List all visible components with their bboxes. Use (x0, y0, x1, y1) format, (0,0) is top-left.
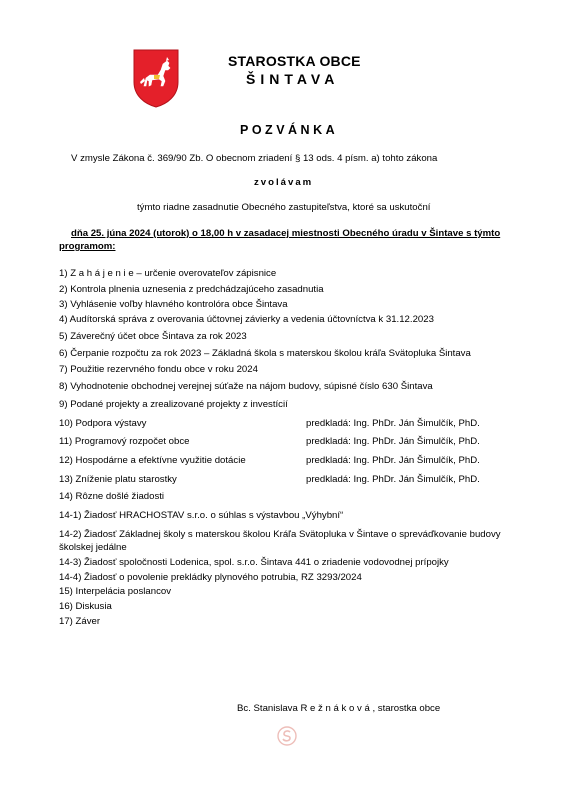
convene-text: zvolávam (254, 177, 314, 188)
coat-of-arms-icon (132, 48, 180, 108)
header-municipality: ŠINTAVA (246, 71, 340, 87)
signature: Bc. Stanislava R e ž n á k o v á , starostka obce (237, 703, 441, 714)
agenda-item: 2) Kontrola plnenia uznesenia z predchádzajúceho zasadnutia (59, 284, 324, 295)
agenda-item: 13) Zníženie platu starostky (59, 474, 177, 485)
agenda-item: 17) Záver (59, 616, 101, 627)
agenda-item: 6) Čerpanie rozpočtu za rok 2023 – Základná škola s materskou školou kráľa Svätopluka Šintava (59, 348, 471, 359)
agenda-item: 12) Hospodárne a efektívne využitie dotácie (59, 455, 246, 466)
agenda-presenter: predkladá: Ing. PhDr. Ján Šimulčík, PhD. (306, 474, 480, 485)
request-item: školskej jedálne (59, 542, 127, 553)
agenda-presenter: predkladá: Ing. PhDr. Ján Šimulčík, PhD. (306, 418, 480, 429)
agenda-item: 8) Vyhodnotenie obchodnej verejnej súťaže na nájom budovy, súpisné číslo 630 Šintava (59, 381, 433, 392)
request-item: 14-3) Žiadosť spoločnosti Lodenica, spol. s.r.o. Šintava 441 o zriadenie vodovodnej prípojky (59, 557, 449, 568)
request-item: 14-2) Žiadosť Základnej školy s materskou školou Kráľa Svätopluka v Šintave o spreváďkovanie budovy (59, 529, 501, 540)
agenda-presenter: predkladá: Ing. PhDr. Ján Šimulčík, PhD. (306, 455, 480, 466)
meeting-date-line: dňa 25. júna 2024 (utorok) o 18,00 h v zasadacej miestnosti Obecného úradu v Šintave s týmto (71, 228, 501, 239)
document-heading: POZVÁNKA (240, 123, 339, 137)
meeting-date-line-2: programom: (59, 241, 116, 252)
header-title: STAROSTKA OBCE (228, 53, 361, 69)
agenda-item: 4) Audítorská správa z overovania účtovnej závierky a vedenia účtovníctva k 31.12.2023 (59, 314, 434, 325)
agenda-item: 7) Použitie rezervného fondu obce v roku 2024 (59, 364, 258, 375)
statement-text: týmto riadne zasadnutie Obecného zastupiteľstva, ktoré sa uskutoční (137, 202, 431, 213)
agenda-item: 1) Z a h á j e n i e – určenie overovateľov zápisnice (59, 268, 277, 279)
agenda-item: 3) Vyhlásenie voľby hlavného kontrolóra obce Šintava (59, 299, 288, 310)
agenda-item: 11) Programový rozpočet obce (59, 436, 190, 447)
agenda-item: 16) Diskusia (59, 601, 112, 612)
agenda-item: 9) Podané projekty a zrealizované projekty z investícií (59, 399, 288, 410)
intro-text: V zmysle Zákona č. 369/90 Zb. O obecnom zriadení § 13 ods. 4 písm. a) tohto zákona (71, 153, 438, 164)
request-item: 14-4) Žiadosť o povolenie prekládky plynového potrubia, RZ 3293/2024 (59, 572, 362, 583)
agenda-item: 14) Rôzne došlé žiadosti (59, 491, 165, 502)
seal-watermark-icon (277, 726, 297, 746)
agenda-item: 10) Podpora výstavy (59, 418, 147, 429)
agenda-item: 15) Interpelácia poslancov (59, 586, 171, 597)
agenda-presenter: predkladá: Ing. PhDr. Ján Šimulčík, PhD. (306, 436, 480, 447)
agenda-item: 5) Záverečný účet obce Šintava za rok 2023 (59, 331, 247, 342)
request-item: 14-1) Žiadosť HRACHOSTAV s.r.o. o súhlas s výstavbou „Výhybní“ (59, 510, 344, 521)
